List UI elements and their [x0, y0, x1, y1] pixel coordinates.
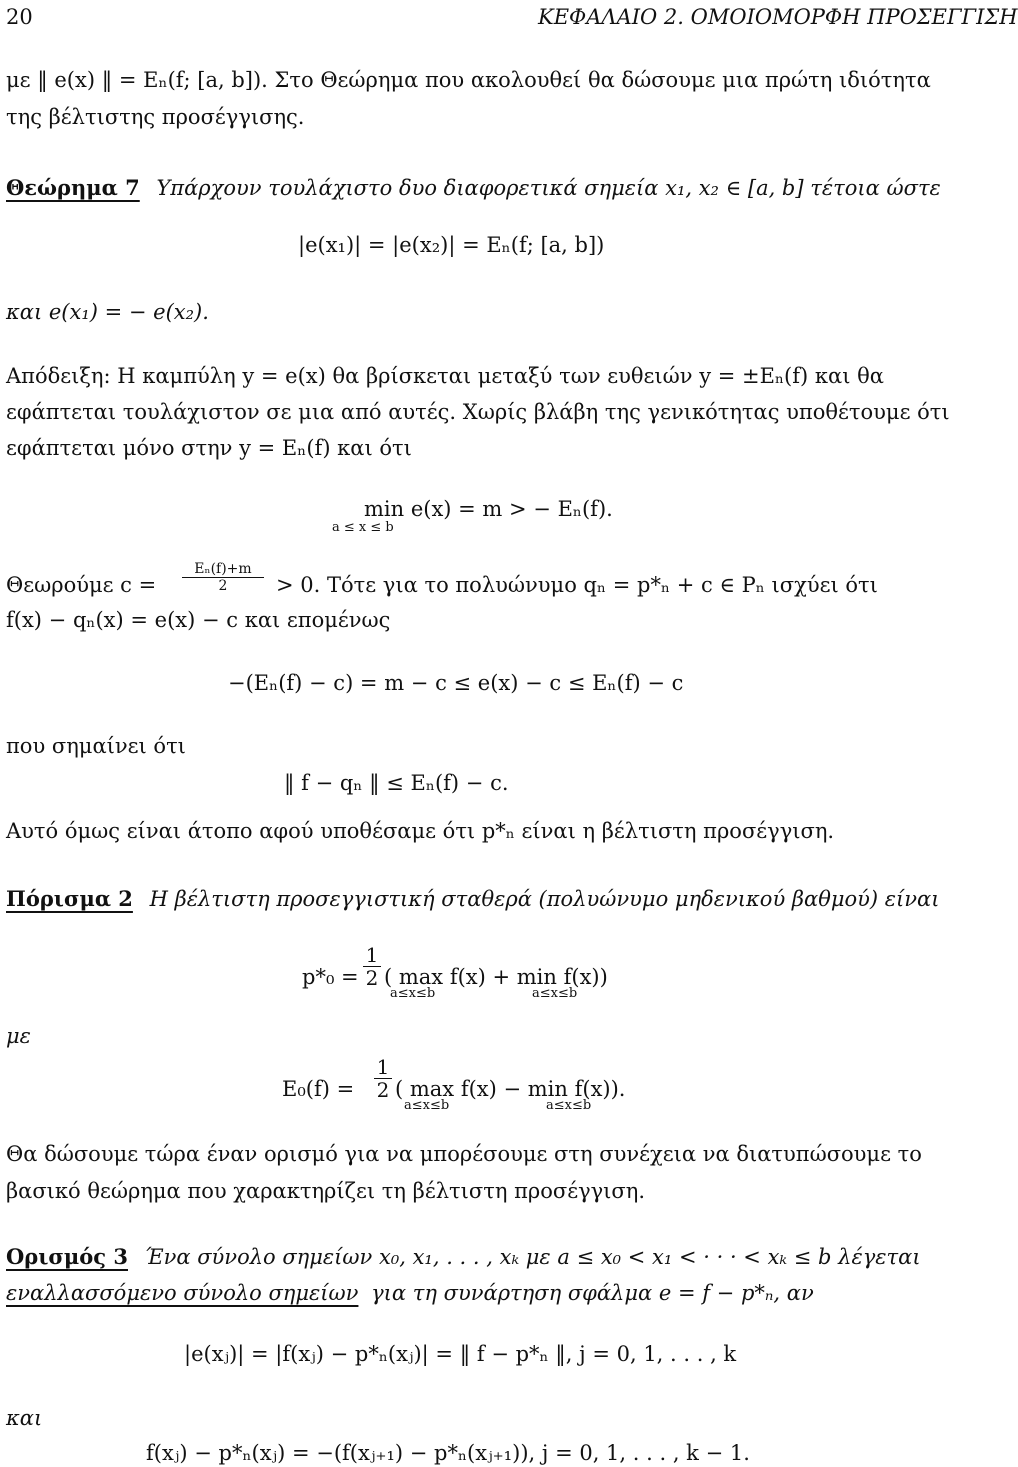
min-equation: min e(x) = m > − Eₙ(f). [364, 497, 613, 521]
inequality-1: −(Eₙ(f) − c) = m − c ≤ e(x) − c ≤ Eₙ(f) − c [228, 671, 684, 695]
proof-conclusion: Αυτό όμως είναι άτοπο αφού υποθέσαμε ότι p*ₙ είναι η βέλτιστη προσέγγιση. [6, 819, 835, 843]
e0-rhs: ( max f(x) − min f(x)). [395, 1077, 626, 1101]
consider-line [6, 572, 156, 598]
p0-half-denominator: 2 [365, 966, 379, 990]
theorem-condition: και e(x₁) = − e(x₂). [6, 300, 209, 324]
p0-half [363, 944, 381, 989]
definition-line-2 [6, 1280, 814, 1306]
alternation-equation-1: |e(xⱼ)| = |f(xⱼ) − p*ₙ(xⱼ)| = ‖ f − p*ₙ ‖, j = 0, 1, . . . , k [184, 1342, 737, 1366]
c-fraction-numerator: Eₙ(f)+m [182, 561, 264, 578]
e0-max-subscript: a≤x≤b [404, 1098, 450, 1113]
corollary-label: Πόρισμα 2 [6, 886, 133, 911]
proof-line-1: Απόδειξη: Η καμπύλη y = e(x) θα βρίσκεται μεταξύ των ευθειών y = ±Eₙ(f) και θα [6, 364, 884, 388]
intro-line-1: με ‖ e(x) ‖ = Eₙ(f; [a, b]). Στο Θεώρημα που ακολουθεί θα δώσουμε μια πρώτη ιδιότητα [6, 68, 931, 92]
corollary-statement: Η βέλτιστη προσεγγιστική σταθερά (πολυώνυμο μηδενικού βαθμού) είναι [149, 887, 940, 911]
c-fraction-denominator: 2 [218, 578, 228, 594]
e0-min-subscript: a≤x≤b [546, 1098, 592, 1113]
theorem-equation: |e(x₁)| = |e(x₂)| = Eₙ(f; [a, b]) [298, 233, 605, 257]
means-that: που σημαίνει ότι [6, 734, 186, 758]
consider-rest: > 0. Τότε για το πολυώνυμο qₙ = p*ₙ + c ∈ Pₙ ισχύει ότι [276, 573, 878, 597]
e0-lhs: E₀(f) = [282, 1077, 355, 1101]
e0-half-numerator: 1 [374, 1056, 392, 1079]
definition-term: εναλλασσόμενο σύνολο σημείων [6, 1281, 359, 1305]
p0-rhs: ( max f(x) + min f(x)) [384, 965, 608, 989]
inequality-2: ‖ f − qₙ ‖ ≤ Eₙ(f) − c. [284, 771, 509, 795]
definition-line-2-rest: για τη συνάρτηση σφάλμα e = f − p*ₙ, αν [371, 1281, 814, 1305]
p0-half-numerator: 1 [363, 944, 381, 967]
transition-line-2: βασικό θεώρημα που χαρακτηρίζει τη βέλτιστη προσέγγιση. [6, 1179, 646, 1203]
definition-label: Ορισμός 3 [6, 1244, 128, 1269]
min-range-subscript: a ≤ x ≤ b [332, 520, 394, 535]
with-word: με [6, 1024, 31, 1048]
running-title: ΚΕΦΑΛΑΙΟ 2. ΟΜΟΙΟΜΟΡΦΗ ΠΡΟΣΕΓΓΙΣΗ [538, 5, 1018, 29]
page-number: 20 [6, 5, 33, 29]
alternation-equation-2: f(xⱼ) − p*ₙ(xⱼ) = −(f(xⱼ₊₁) − p*ₙ(xⱼ₊₁)), j = 0, 1, . . . , k − 1. [146, 1441, 750, 1465]
definition-3 [6, 1244, 921, 1270]
p0-max-subscript: a≤x≤b [390, 986, 436, 1001]
and-word: και [6, 1406, 43, 1430]
e0-half-denominator: 2 [376, 1078, 390, 1102]
theorem-label: Θεώρημα 7 [6, 175, 140, 200]
proof-line-3: εφάπτεται μόνο στην y = Eₙ(f) και ότι [6, 436, 412, 460]
p0-lhs: p*₀ = [302, 965, 359, 989]
c-fraction [182, 561, 264, 594]
p0-min-subscript: a≤x≤b [532, 986, 578, 1001]
proof-line-5: f(x) − qₙ(x) = e(x) − c και επομένως [6, 608, 391, 632]
transition-line-1: Θα δώσουμε τώρα έναν ορισμό για να μπορέσουμε στη συνέχεια να διατυπώσουμε το [6, 1142, 922, 1166]
definition-line-1: Ένα σύνολο σημείων x₀, x₁, . . . , xₖ με a ≤ x₀ < x₁ < · · · < xₖ ≤ b λέγεται [144, 1245, 921, 1269]
e0-half [374, 1056, 392, 1101]
corollary-2 [6, 886, 939, 912]
theorem-statement: Υπάρχουν τουλάχιστο δυο διαφορετικά σημεία x₁, x₂ ∈ [a, b] τέτοια ώστε [156, 176, 941, 200]
consider-prefix: Θεωρούμε c = [6, 573, 157, 597]
intro-line-2: της βέλτιστης προσέγγισης. [6, 105, 305, 129]
theorem-7 [6, 175, 941, 201]
proof-line-2: εφάπτεται τουλάχιστον σε μια από αυτές. Χωρίς βλάβη της γενικότητας υποθέτουμε ότι [6, 400, 950, 424]
